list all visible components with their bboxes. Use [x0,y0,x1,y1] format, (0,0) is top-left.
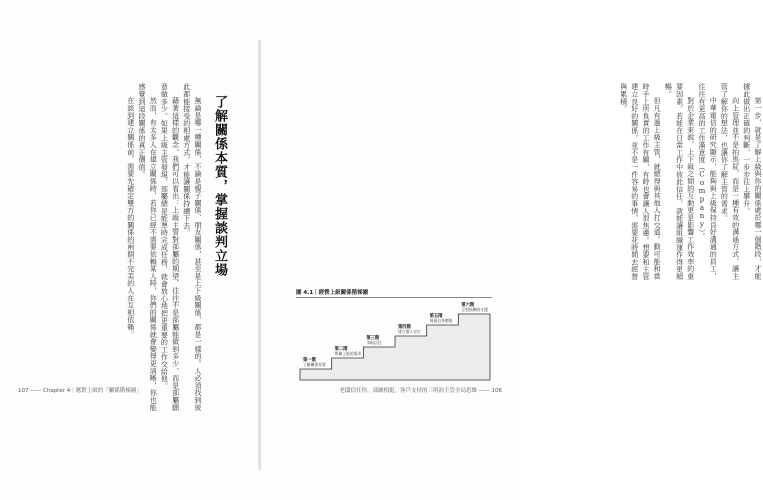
left-paragraph: 藉著這樣的觀念，我們可以看出：上級主管對部屬的期望，往往不是部屬能做到多少，而是部屬願意做多少。如果上級主管發現，部屬總是能準時完成任務，就會放心地把更重要的工作交給他。 [160,83,180,411]
left-paragraph: 在談到建立關係前，需要先確定雙方的關係的兩個不完美的人在互相依賴。 [126,97,135,338]
step-stage-label: 第六階 [461,303,475,308]
left-page [0,0,259,500]
figure-caption-rule [296,297,492,298]
step-description: 建立個人定位 [398,329,421,334]
left-paragraph: 然而，有太多人在建立關係時，若你已經不需要依賴某人時，你們的關係就會變得更清晰，你也能感覺到這段關係的真正價值。 [137,83,158,411]
step-stage-label: 第三階 [366,336,380,341]
footer-left: 107 —— Chapter 4｜應對上級的「關係階梯圖」 [18,388,142,394]
step-stage-label: 第四階 [398,325,411,330]
right-paragraph: 第一步，就是了解上級與你的關係處於哪一個階段，才能據此做出正確的判斷，一步步往上攀升。 [742,83,762,280]
step-description: 明確上級的需求 [334,351,362,356]
step-description: 了解關係本質 [303,362,326,367]
right-page [261,0,762,500]
footer-right: 老闆信任你，部屬相挺，客戶支持的三明治主管全局思維 —— 106 [339,388,502,394]
step-description: 互相依賴的支援 [461,307,488,312]
left-paragraph: 無論是哪一種關係，不論是親子關係、朋友關係，甚至是上下級關係，都是一樣的。人必須找到彼此都能接受的相處方式，才能讓關係持續下去。 [182,83,202,411]
relationship-staircase-figure [296,302,496,382]
step-stage-label: 第五階 [429,314,443,319]
right-paragraph: 但凡有過上級主管，就總得與其他人打交道。動可能和當時手上所負責的工作有關，有時也會讓人很焦慮。想要和主管建立良好的關係，並不是一件容易的事情，需要花時間去經營與累積。 [619,83,662,281]
step-stage-label: 第二階 [334,347,348,352]
right-paragraph: 中華電信的研究顯示，能夠與上級保持良好溝通的員工，往往有更高的工作滿意度（Company）。 [697,83,718,280]
left-page-body [18,83,203,411]
step-description: 展現自身價值 [429,318,453,323]
right-page-body [543,83,763,283]
step-description: 爭取信任 [366,340,382,345]
right-paragraph: 對於企業來說，上下級之間的互動更是影響工作效率的重要因素。若能在日常工作中彼此信任，就能讓組織運作得更順暢。 [664,83,695,281]
figure-caption: 圖 4.1｜經營上級關係階梯圖 [296,290,369,296]
right-paragraph: 向上管理並不是拍馬屁，而是一種有效的溝通方式，讓主管了解你的想法，也讓你了解主管的需求。 [720,83,740,280]
step-stage-label: 第一階 [303,358,316,363]
section-heading: 了解關係本質，掌握談判立場 [212,95,227,277]
staircase-shape [300,314,490,380]
